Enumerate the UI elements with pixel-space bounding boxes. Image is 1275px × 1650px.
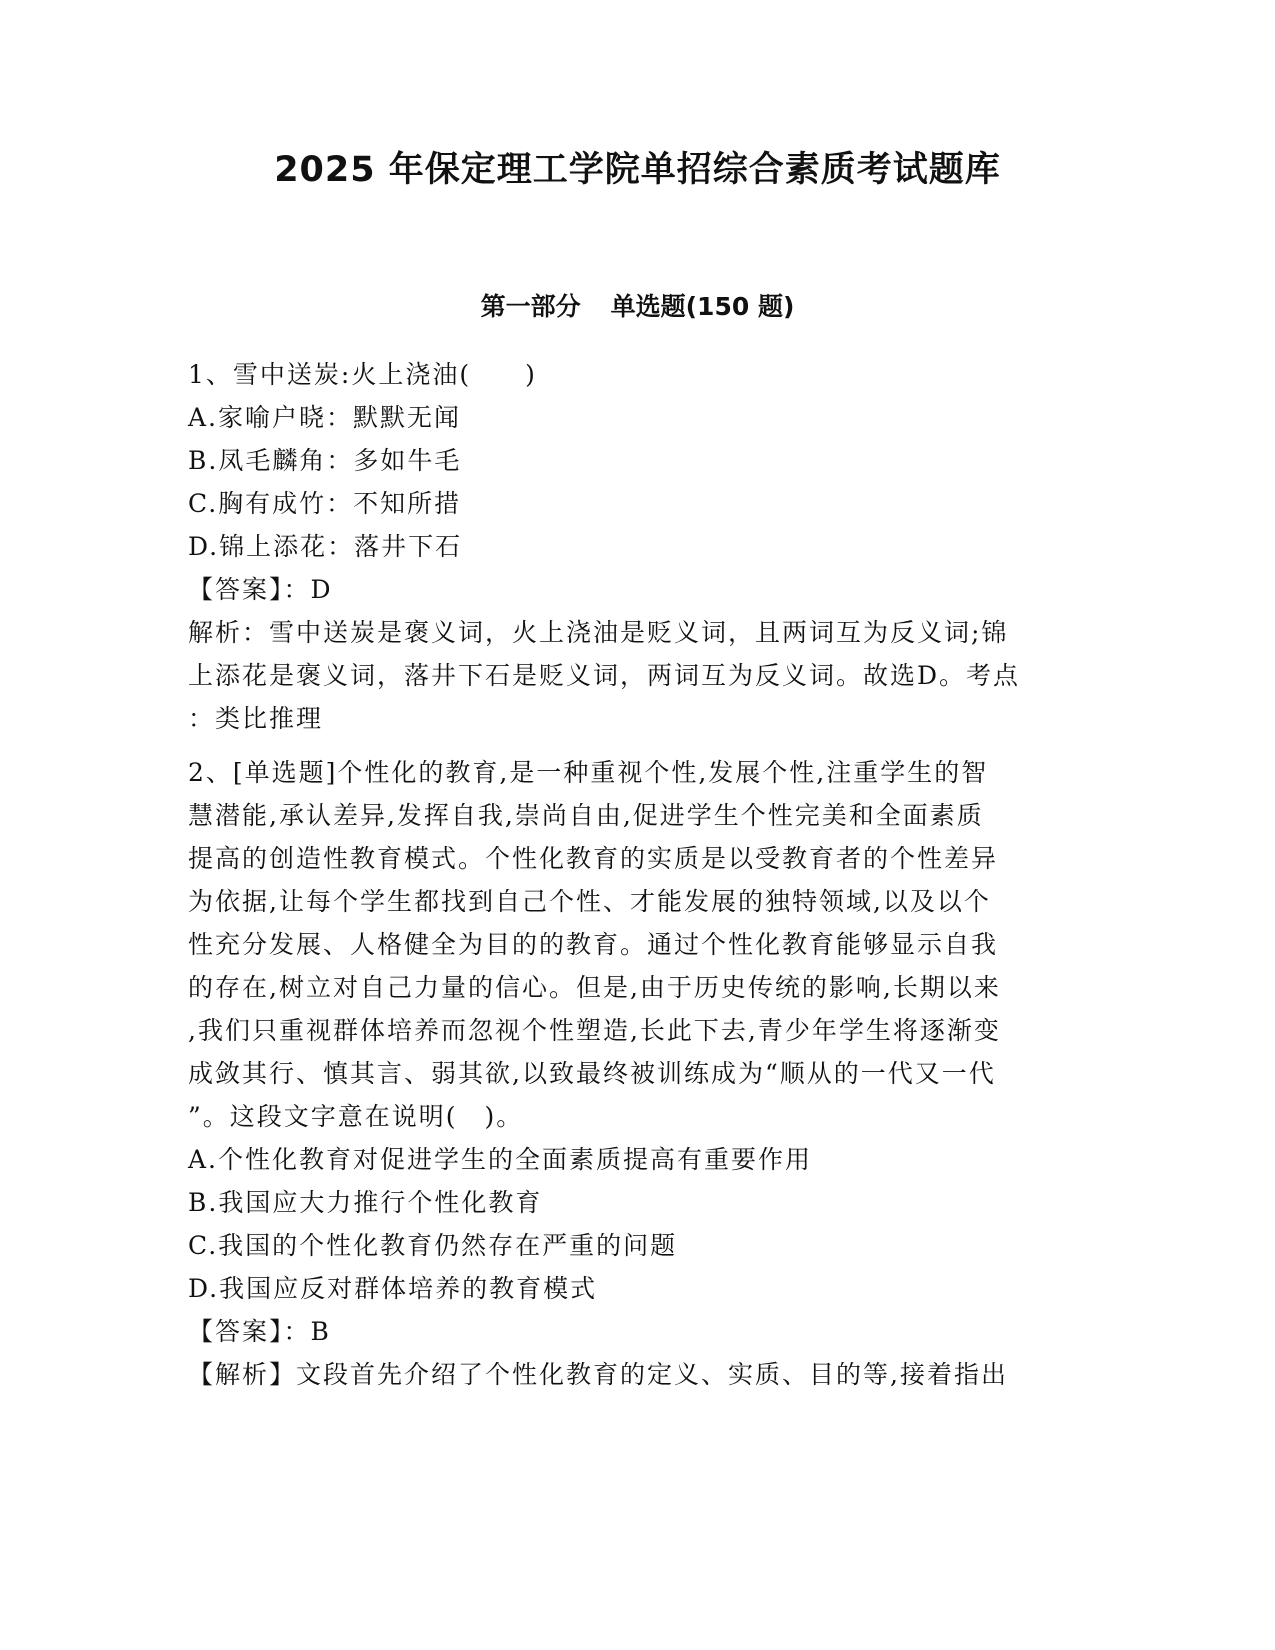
question-1 [188,353,1078,740]
analysis-line: ：类比推理 [188,704,324,733]
question-stem-line: 性充分发展、人格健全为目的的教育。通过个性化教育能够显示自我 [188,930,999,959]
option-d: D.锦上添花：落井下石 [188,532,463,561]
section-name: 单选题(150 题) [610,292,795,321]
option-b: B.我国应大力推行个性化教育 [188,1188,543,1217]
analysis-line: 上添花是褒义词，落井下石是贬义词，两词互为反义词。故选D。考点 [188,661,1021,690]
option-d: D.我国应反对群体培养的教育模式 [188,1274,598,1303]
document-title: 2025 年保定理工学院单招综合素质考试题库 [274,150,1001,190]
question-stem-line: 成敛其行、慎其言、弱其欲,以致最终被训练成为“顺从的一代又一代 [188,1059,996,1088]
question-stem-line: 的存在,树立对自己力量的信心。但是,由于历史传统的影响,长期以来 [188,973,1001,1002]
question-stem: 1、雪中送炭:火上浇油( ) [188,360,537,389]
analysis-line: 【解析】文段首先介绍了个性化教育的定义、实质、目的等,接着指出 [188,1360,1008,1389]
question-stem-line: 2、[单选题]个性化的教育,是一种重视个性,发展个性,注重学生的智 [188,758,989,787]
question-list [188,353,1078,1396]
option-c: C.我国的个性化教育仍然存在严重的问题 [188,1231,678,1260]
option-b: B.凤毛麟角：多如牛毛 [188,446,462,475]
answer: 【答案】：D [188,575,333,604]
answer: 【答案】：B [188,1317,331,1346]
section-heading [0,290,1275,324]
question-stem-line: ,我们只重视群体培养而忽视个性塑造,长此下去,青少年学生将逐渐变 [188,1016,1001,1045]
option-a: A.家喻户晓：默默无闻 [188,403,462,432]
question-stem-line: 提高的创造性教育模式。个性化教育的实质是以受教育者的个性差异 [188,844,999,873]
question-stem-line: 慧潜能,承认差异,发挥自我,崇尚自由,促进学生个性完美和全面素质 [188,801,984,830]
analysis-line: 解析：雪中送炭是褒义词，火上浇油是贬义词，且两词互为反义词;锦 [188,618,1009,647]
option-c: C.胸有成竹：不知所措 [188,489,462,518]
question-stem-line: ”。这段文字意在说明( )。 [188,1102,524,1131]
option-a: A.个性化教育对促进学生的全面素质提高有重要作用 [188,1145,813,1174]
section-part: 第一部分 [480,292,581,321]
question-2 [188,751,1078,1396]
question-stem-line: 为依据,让每个学生都找到自己个性、才能发展的独特领域,以及以个 [188,887,991,916]
